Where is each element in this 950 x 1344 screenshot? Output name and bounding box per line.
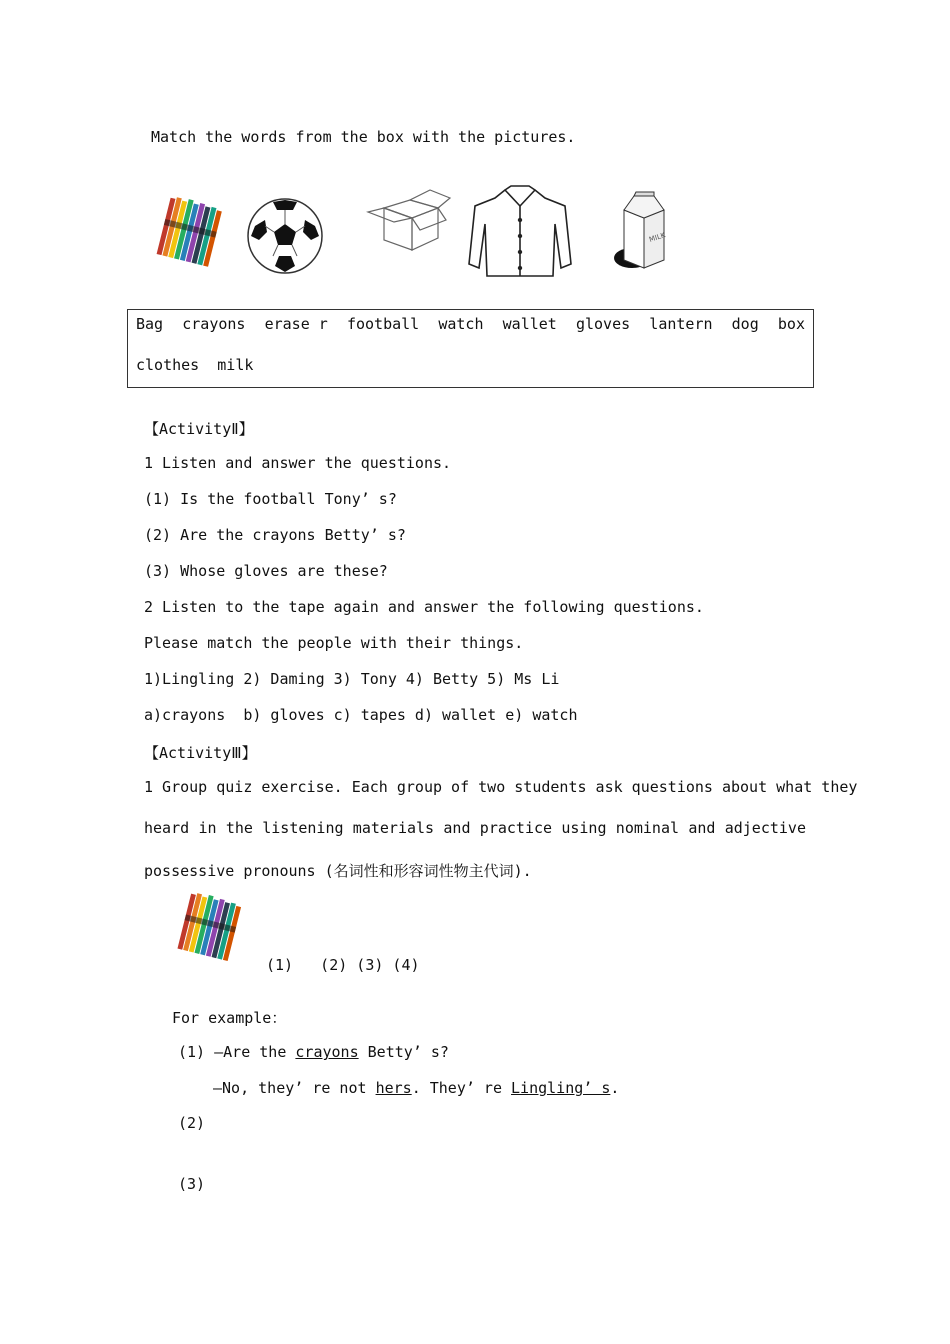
word-item: gloves [575,315,631,333]
instruction-text: Match the words from the box with the pictures. [151,128,576,146]
people-list: 1)Lingling 2) Daming 3) Tony 4) Betty 5) Ms Li [144,670,560,688]
word-box-row-2: clothes milk [136,356,254,374]
example-text: (1) —Are the [178,1043,296,1061]
word-item: wallet [502,315,557,333]
word-item: erase r [264,315,328,333]
example-1-answer [213,1079,619,1097]
example-text: —No, they’ re not [213,1079,376,1097]
example-text: Betty’ s? [358,1043,449,1061]
question-2-title: 2 Listen to the tape again and answer the following questions. [144,598,704,616]
activity-3-paragraph-line-1: 1 Group quiz exercise. Each group of two students ask questions about what they [144,778,858,796]
activity-3-paragraph-line-2: heard in the listening materials and practice using nominal and adjective [144,819,806,837]
activity-3-paragraph-line-3: possessive pronouns (名词性和形容词性物主代词). [144,862,532,880]
example-underlined-word: Lingling’ s [511,1079,611,1097]
milk-carton-picture [610,190,670,274]
question-1-item-3: (3) Whose gloves are these? [144,562,388,580]
shirt-picture [465,184,575,280]
word-item: dog [731,315,759,333]
example-label: For example： [172,1009,287,1027]
football-picture [245,196,325,276]
word-item: crayons [182,315,246,333]
example-2-number: (2) [178,1114,206,1132]
word-item: watch [438,315,484,333]
word-box [127,309,814,388]
picture-numbers: (1) (2) (3) (4) [266,956,420,974]
box-picture [364,186,454,256]
things-list: a)crayons b) gloves c) tapes d) wallet e) watch [144,706,578,724]
question-1-item-1: (1) Is the football Tony’ s? [144,490,397,508]
word-item: lantern [649,315,713,333]
word-item: Bag [136,315,164,333]
crayons-picture [152,196,232,276]
word-item: football [346,315,420,333]
word-box-row-1 [136,315,805,333]
question-2-instruction: Please match the people with their things. [144,634,524,652]
example-text: . [610,1079,620,1097]
word-item: box [777,315,805,333]
crayons-picture-small [172,892,252,970]
activity-3-heading: 【ActivityⅢ】 [144,744,257,762]
example-text: . They’ re [411,1079,512,1097]
example-underlined-word: crayons [295,1043,359,1061]
question-1-title: 1 Listen and answer the questions. [144,454,452,472]
activity-2-heading: 【ActivityⅡ】 [144,420,254,438]
example-underlined-word: hers [375,1079,412,1097]
question-1-item-2: (2) Are the crayons Betty’ s? [144,526,406,544]
example-3-number: (3) [178,1175,206,1193]
example-1-question [178,1043,449,1061]
milk-label: MILK [648,231,667,244]
